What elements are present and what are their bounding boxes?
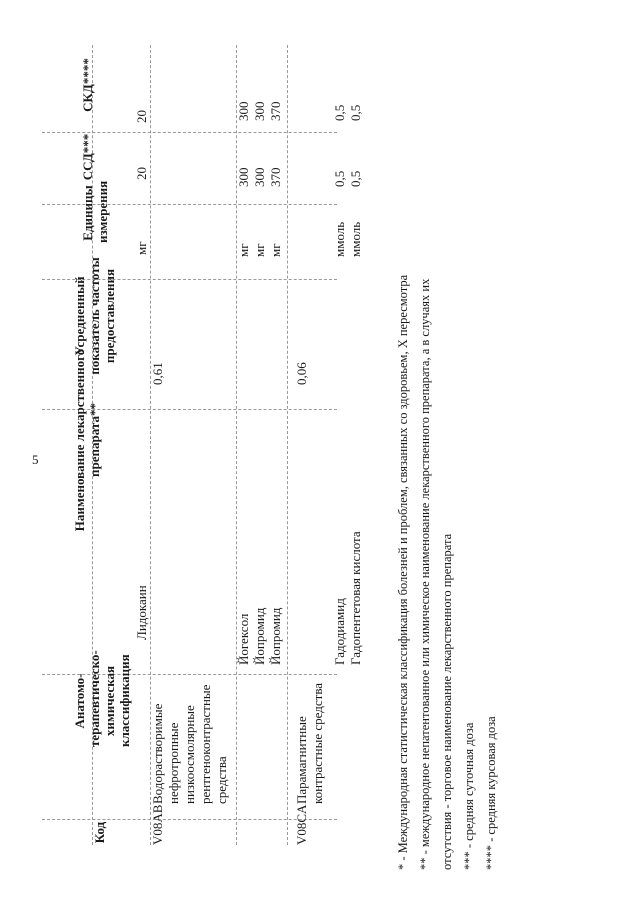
row1-atc-line4: рентгеноконтрастные [198,684,213,804]
row1-unit-3: мг [268,243,283,257]
row1-atc-line1: Водорастворимые [150,703,165,804]
row1-unit-lidocaine: мг [134,241,149,255]
header-ssd: ССД*** [80,133,95,181]
row1-skd-1: 300 [236,101,251,121]
row1-ssd-1: 300 [236,167,251,187]
row2-ssd-1: 0,5 [332,170,347,187]
header-freq: Усредненный показатель частоты предоставления [72,257,117,375]
row1-code: V08AB [150,804,165,845]
row2-atc-line1: Парамагнитные [294,716,309,804]
row2-skd-1: 0,5 [332,104,347,121]
footnote-4: *** - средняя суточная доза [462,722,476,870]
header-code: Код [92,821,107,844]
row2-skd-2: 0,5 [348,104,363,121]
row1-drug-iopromide-2: Йопромид [268,607,283,665]
footnote-3: отсутствия - торговое наименование лекарственного препарата [440,533,454,870]
row1-ssd-2: 300 [252,167,267,187]
row1-unit-1: мг [236,243,251,257]
footnote-5: **** - средняя курсовая доза [484,716,498,870]
page-number: 5 [32,452,39,467]
row2-freq: 0,06 [294,362,309,385]
row2-ssd-2: 0,5 [348,170,363,187]
row1-unit-2: мг [252,243,267,257]
footnote-2: ** - международное непатентованное или химическое наименование лекарственного препарата, а в случаях их [418,278,432,870]
row1-atc-line2: нефротропные [166,722,181,804]
row2-drug-gadodiamide: Гадодиамид [332,598,347,665]
row1-ssd-lidocaine: 20 [134,167,149,180]
header-unit: Единицы измерения [80,180,110,243]
row1-drug-iopromide-1: Йопромид [252,607,267,665]
row1-drug-iohexol: Йогексол [236,613,251,665]
header-drug: Наименование лекарственного препарата** [72,348,102,532]
column-divider [42,819,337,820]
footnote-1: * - Международная статистическая классификация болезней и проблем, связанных со здоровьем, X пересмотра [396,274,410,870]
row2-atc-line2: контрастные средства [310,682,325,804]
row1-ssd-3: 370 [268,167,283,187]
row2-unit-1: ммоль [332,221,347,257]
row2-drug-gadopentetic-acid: Гадопентетовая кислота [348,531,363,665]
row1-skd-2: 300 [252,101,267,121]
row-divider [236,45,237,845]
header-atc: Анатомо-терапевтическо-химическая классификация [72,650,132,747]
header-skd: СКД**** [80,58,95,112]
row2-code: V08CA [294,804,309,845]
row1-skd-lidocaine: 20 [134,110,149,123]
row1-drug-lidocaine: Лидокаин [134,585,149,640]
row1-skd-3: 370 [268,101,283,121]
row-divider [287,45,288,845]
row1-atc-line5: средства [214,756,229,804]
row1-freq-lidocaine: 0,61 [150,362,165,385]
row1-atc-line3: низкоосмолярные [182,705,197,804]
row2-unit-2: ммоль [348,221,363,257]
